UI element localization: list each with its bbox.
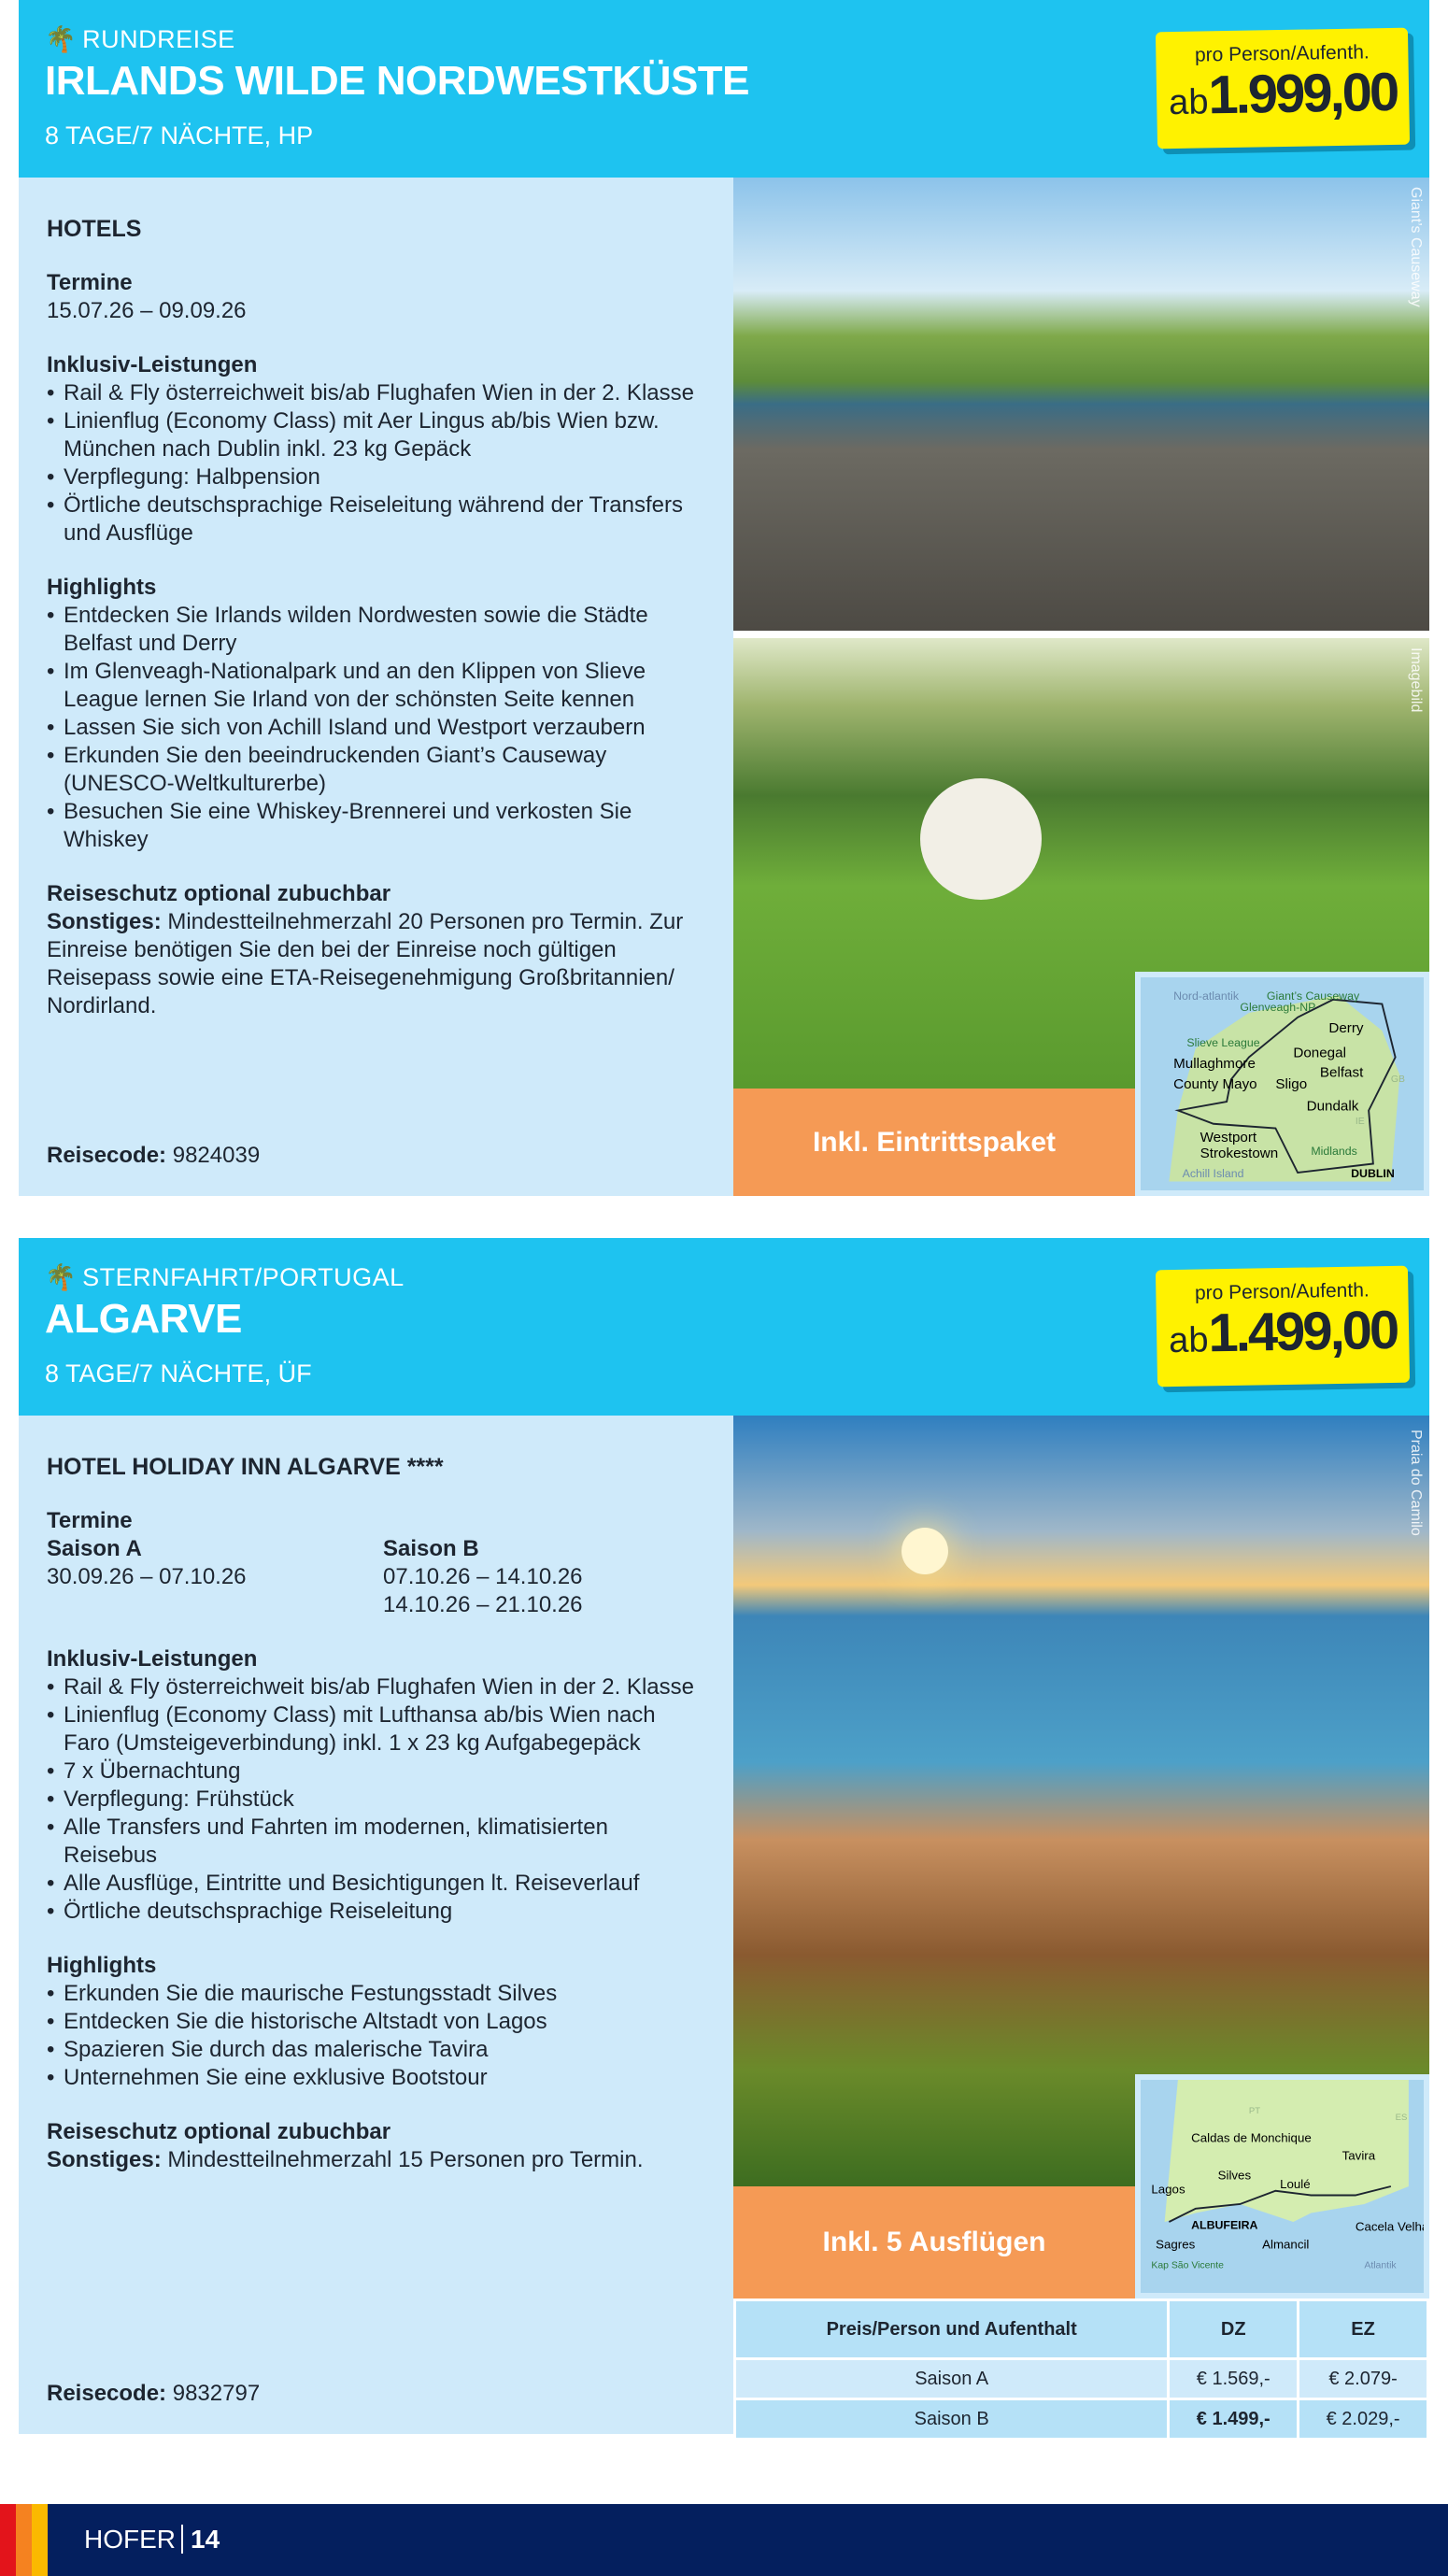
saison-a-dates: 30.09.26 – 07.10.26 xyxy=(47,1564,247,1589)
stripe-orange xyxy=(16,2504,32,2576)
included-banner: Inkl. Eintrittspaket xyxy=(733,1089,1135,1196)
list-item: • Verpflegung: Frühstück xyxy=(47,1786,705,1814)
list-item: • 7 x Übernachtung xyxy=(47,1758,705,1786)
list-item: • Im Glenveagh-Nationalpark und an den Klippen von Slieve League lernen Sie Irland von der schönsten Seite kennen xyxy=(47,658,705,714)
map-label: GB xyxy=(1390,1075,1405,1086)
reisecode-label: Reisecode: xyxy=(47,1143,167,1168)
sun-shape xyxy=(901,1528,948,1574)
price-table xyxy=(733,2298,1429,2441)
map-label: Nord-atlantik xyxy=(1173,989,1240,1003)
list-item: • Rail & Fly österreichweit bis/ab Flughafen Wien in der 2. Klasse xyxy=(47,379,705,407)
reiseschutz: Reiseschutz optional zubuchbar xyxy=(47,881,391,906)
map-label: ALBUFEIRA xyxy=(1191,2218,1258,2232)
list-item: • Besuchen Sie eine Whiskey-Brennerei und verkosten Sie Whiskey xyxy=(47,798,705,854)
table-row xyxy=(736,2400,1427,2438)
termine-label: Termine xyxy=(47,270,133,295)
inklusiv-label: Inklusiv-Leistungen xyxy=(47,1646,258,1672)
saison-b-label: Saison B xyxy=(383,1536,479,1561)
category-label: STERNFAHRT/PORTUGAL xyxy=(82,1263,405,1291)
praia-do-camilo-photo xyxy=(733,1416,1429,2186)
reisecode-label: Reisecode: xyxy=(47,2381,167,2406)
map-label: DUBLIN xyxy=(1351,1166,1395,1180)
map-label: Lagos xyxy=(1151,2182,1185,2197)
page-number: 14 xyxy=(181,2525,220,2554)
map-label: PT xyxy=(1248,2106,1261,2117)
map-label: Almancil xyxy=(1262,2237,1310,2252)
reiseschutz: Reiseschutz optional zubuchbar xyxy=(47,2119,391,2144)
map-label: Mullaghmore xyxy=(1173,1055,1256,1072)
map-label: County Mayo xyxy=(1173,1075,1257,1092)
list-item: • Linienflug (Economy Class) mit Lufthansa ab/bis Wien nach Faro (Umsteigeverbindung) inkl. 1 x 23 kg Aufgabegepäck xyxy=(47,1701,705,1758)
reisecode xyxy=(47,1142,260,1170)
hotel-heading: HOTEL HOLIDAY INN ALGARVE **** xyxy=(47,1454,444,1480)
image-caption: Praia do Camilo xyxy=(1408,1430,1424,1536)
image-caption: Imagebild xyxy=(1408,648,1424,713)
map-label: ES xyxy=(1395,2112,1408,2123)
list-item: • Erkunden Sie die maurische Festungsstadt Silves xyxy=(47,1980,705,2008)
stripe-yellow xyxy=(32,2504,48,2576)
termine: 15.07.26 – 09.09.26 xyxy=(47,298,247,323)
category xyxy=(45,24,235,54)
list-item: • Lassen Sie sich von Achill Island und Westport verzaubern xyxy=(47,714,705,742)
table-cell: € 2.079- xyxy=(1299,2360,1427,2398)
reisecode-value: 9832797 xyxy=(172,2381,261,2406)
ireland-map xyxy=(1135,972,1429,1196)
sonstiges-label: Sonstiges: xyxy=(47,909,162,934)
included-banner: Inkl. 5 Ausflügen xyxy=(733,2186,1135,2298)
map-label: Sagres xyxy=(1156,2237,1196,2252)
algarve-map xyxy=(1135,2074,1429,2298)
map-label: Slieve League xyxy=(1186,1036,1260,1050)
list-item: • Erkunden Sie den beeindruckenden Giant’s Causeway (UNESCO-Weltkulturerbe) xyxy=(47,742,705,798)
table-header: EZ xyxy=(1299,2301,1427,2357)
table-cell: € 1.569,- xyxy=(1170,2360,1297,2398)
price: 1.999,00 xyxy=(1207,61,1398,126)
map-label: Cacela Velha xyxy=(1355,2219,1424,2234)
table-cell: Saison B xyxy=(736,2400,1167,2438)
table-row xyxy=(736,2360,1427,2398)
price-prefix: ab xyxy=(1168,82,1209,123)
giants-causeway-photo xyxy=(733,178,1429,631)
map-label: Caldas de Monchique xyxy=(1191,2130,1312,2145)
sonstiges: Mindestteilnehmerzahl 20 Personen pro Termin. Zur Einreise benötigen Sie den bei der Einreise noch gültigen Reisepass sowie eine ETA-Reisegenehmigung Großbritannien/ Nordirland. xyxy=(47,909,684,1018)
map-label: Sligo xyxy=(1275,1075,1308,1092)
map-label: Dundalk xyxy=(1306,1098,1359,1115)
table-cell: Saison A xyxy=(736,2360,1167,2398)
map-label: Giant’s Causeway xyxy=(1266,989,1360,1003)
map-label: Westport xyxy=(1200,1129,1257,1146)
list-item: • Verpflegung: Halbpension xyxy=(47,463,705,491)
map-label: Midlands xyxy=(1311,1145,1357,1158)
list-item: • Entdecken Sie die historische Altstadt von Lagos xyxy=(47,2008,705,2036)
reisecode xyxy=(47,2380,260,2408)
palm-tree-icon: 🌴 xyxy=(45,1263,78,1291)
highlights-label: Highlights xyxy=(47,1953,157,1978)
price-badge xyxy=(1156,28,1410,149)
price: 1.499,00 xyxy=(1207,1299,1398,1364)
price-note: pro Person/Aufenth. xyxy=(1194,41,1370,66)
brand-name: HOFER xyxy=(84,2525,176,2554)
map-label: Donegal xyxy=(1293,1045,1346,1061)
map-label: Tavira xyxy=(1342,2148,1376,2163)
inklusiv-label: Inklusiv-Leistungen xyxy=(47,352,258,377)
map-label: IE xyxy=(1355,1116,1365,1127)
list-item: • Entdecken Sie Irlands wilden Nordwesten sowie die Städte Belfast und Derry xyxy=(47,602,705,658)
map-label: Kap São Vicente xyxy=(1151,2260,1224,2271)
offer-details xyxy=(19,178,733,1196)
list-item: • Alle Transfers und Fahrten im modernen, klimatisierten Reisebus xyxy=(47,1814,705,1870)
saison-b-dates: 14.10.26 – 21.10.26 xyxy=(383,1592,583,1617)
highlights-label: Highlights xyxy=(47,575,157,600)
map-label: Atlantik xyxy=(1364,2260,1397,2271)
list-item: • Alle Ausflüge, Eintritte und Besichtigungen lt. Reiseverlauf xyxy=(47,1870,705,1898)
table-cell: € 1.499,- xyxy=(1170,2400,1297,2438)
sonstiges: Mindestteilnehmerzahl 15 Personen pro Termin. xyxy=(167,2147,644,2172)
offer-details xyxy=(19,1416,733,2434)
offer-duration: 8 TAGE/7 NÄCHTE, ÜF xyxy=(45,1359,312,1388)
reisecode-value: 9824039 xyxy=(172,1143,261,1168)
map-label: Belfast xyxy=(1319,1064,1364,1081)
table-header: DZ xyxy=(1170,2301,1297,2357)
map-label: Silves xyxy=(1217,2168,1252,2183)
category xyxy=(45,1262,405,1292)
list-item: • Spazieren Sie durch das malerische Tavira xyxy=(47,2036,705,2064)
offer-header xyxy=(19,0,1429,178)
offer-title: ALGARVE xyxy=(45,1296,242,1342)
table-cell: € 2.029,- xyxy=(1299,2400,1427,2438)
sonstiges-label: Sonstiges: xyxy=(47,2147,162,2172)
offer-header xyxy=(19,1238,1429,1416)
price-badge xyxy=(1156,1266,1410,1388)
list-item: • Linienflug (Economy Class) mit Aer Lingus ab/bis Wien bzw. München nach Dublin inkl. 23 kg Gepäck xyxy=(47,407,705,463)
offer-duration: 8 TAGE/7 NÄCHTE, HP xyxy=(45,121,314,149)
image-caption: Giant’s Causeway xyxy=(1408,187,1424,307)
palm-tree-icon: 🌴 xyxy=(45,25,78,53)
saison-b-dates: 07.10.26 – 14.10.26 xyxy=(383,1564,583,1589)
list-item: • Rail & Fly österreichweit bis/ab Flughafen Wien in der 2. Klasse xyxy=(47,1673,705,1701)
list-item: • Örtliche deutschsprachige Reiseleitung während der Transfers und Ausflüge xyxy=(47,491,705,548)
offer-title: IRLANDS WILDE NORDWESTKÜSTE xyxy=(45,58,750,104)
map-label: Achill Island xyxy=(1182,1166,1244,1180)
termine-label: Termine xyxy=(47,1508,133,1533)
price-prefix: ab xyxy=(1168,1320,1209,1361)
hotel-heading: HOTELS xyxy=(47,216,142,242)
price-note: pro Person/Aufenth. xyxy=(1194,1279,1370,1304)
list-item: • Unternehmen Sie eine exklusive Bootstour xyxy=(47,2064,705,2092)
sheep-shape xyxy=(920,778,1042,900)
map-label: Strokestown xyxy=(1200,1145,1279,1161)
map-label: Loulé xyxy=(1280,2176,1311,2191)
stripe-red xyxy=(0,2504,16,2576)
table-header: Preis/Person und Aufenthalt xyxy=(736,2301,1167,2357)
map-label: Glenveagh-NP xyxy=(1240,1001,1316,1015)
list-item: • Örtliche deutschsprachige Reiseleitung xyxy=(47,1898,705,1926)
map-label: Derry xyxy=(1328,1019,1364,1036)
category-label: RUNDREISE xyxy=(82,25,235,53)
page-footer xyxy=(0,2504,1448,2576)
saison-a-label: Saison A xyxy=(47,1536,142,1561)
